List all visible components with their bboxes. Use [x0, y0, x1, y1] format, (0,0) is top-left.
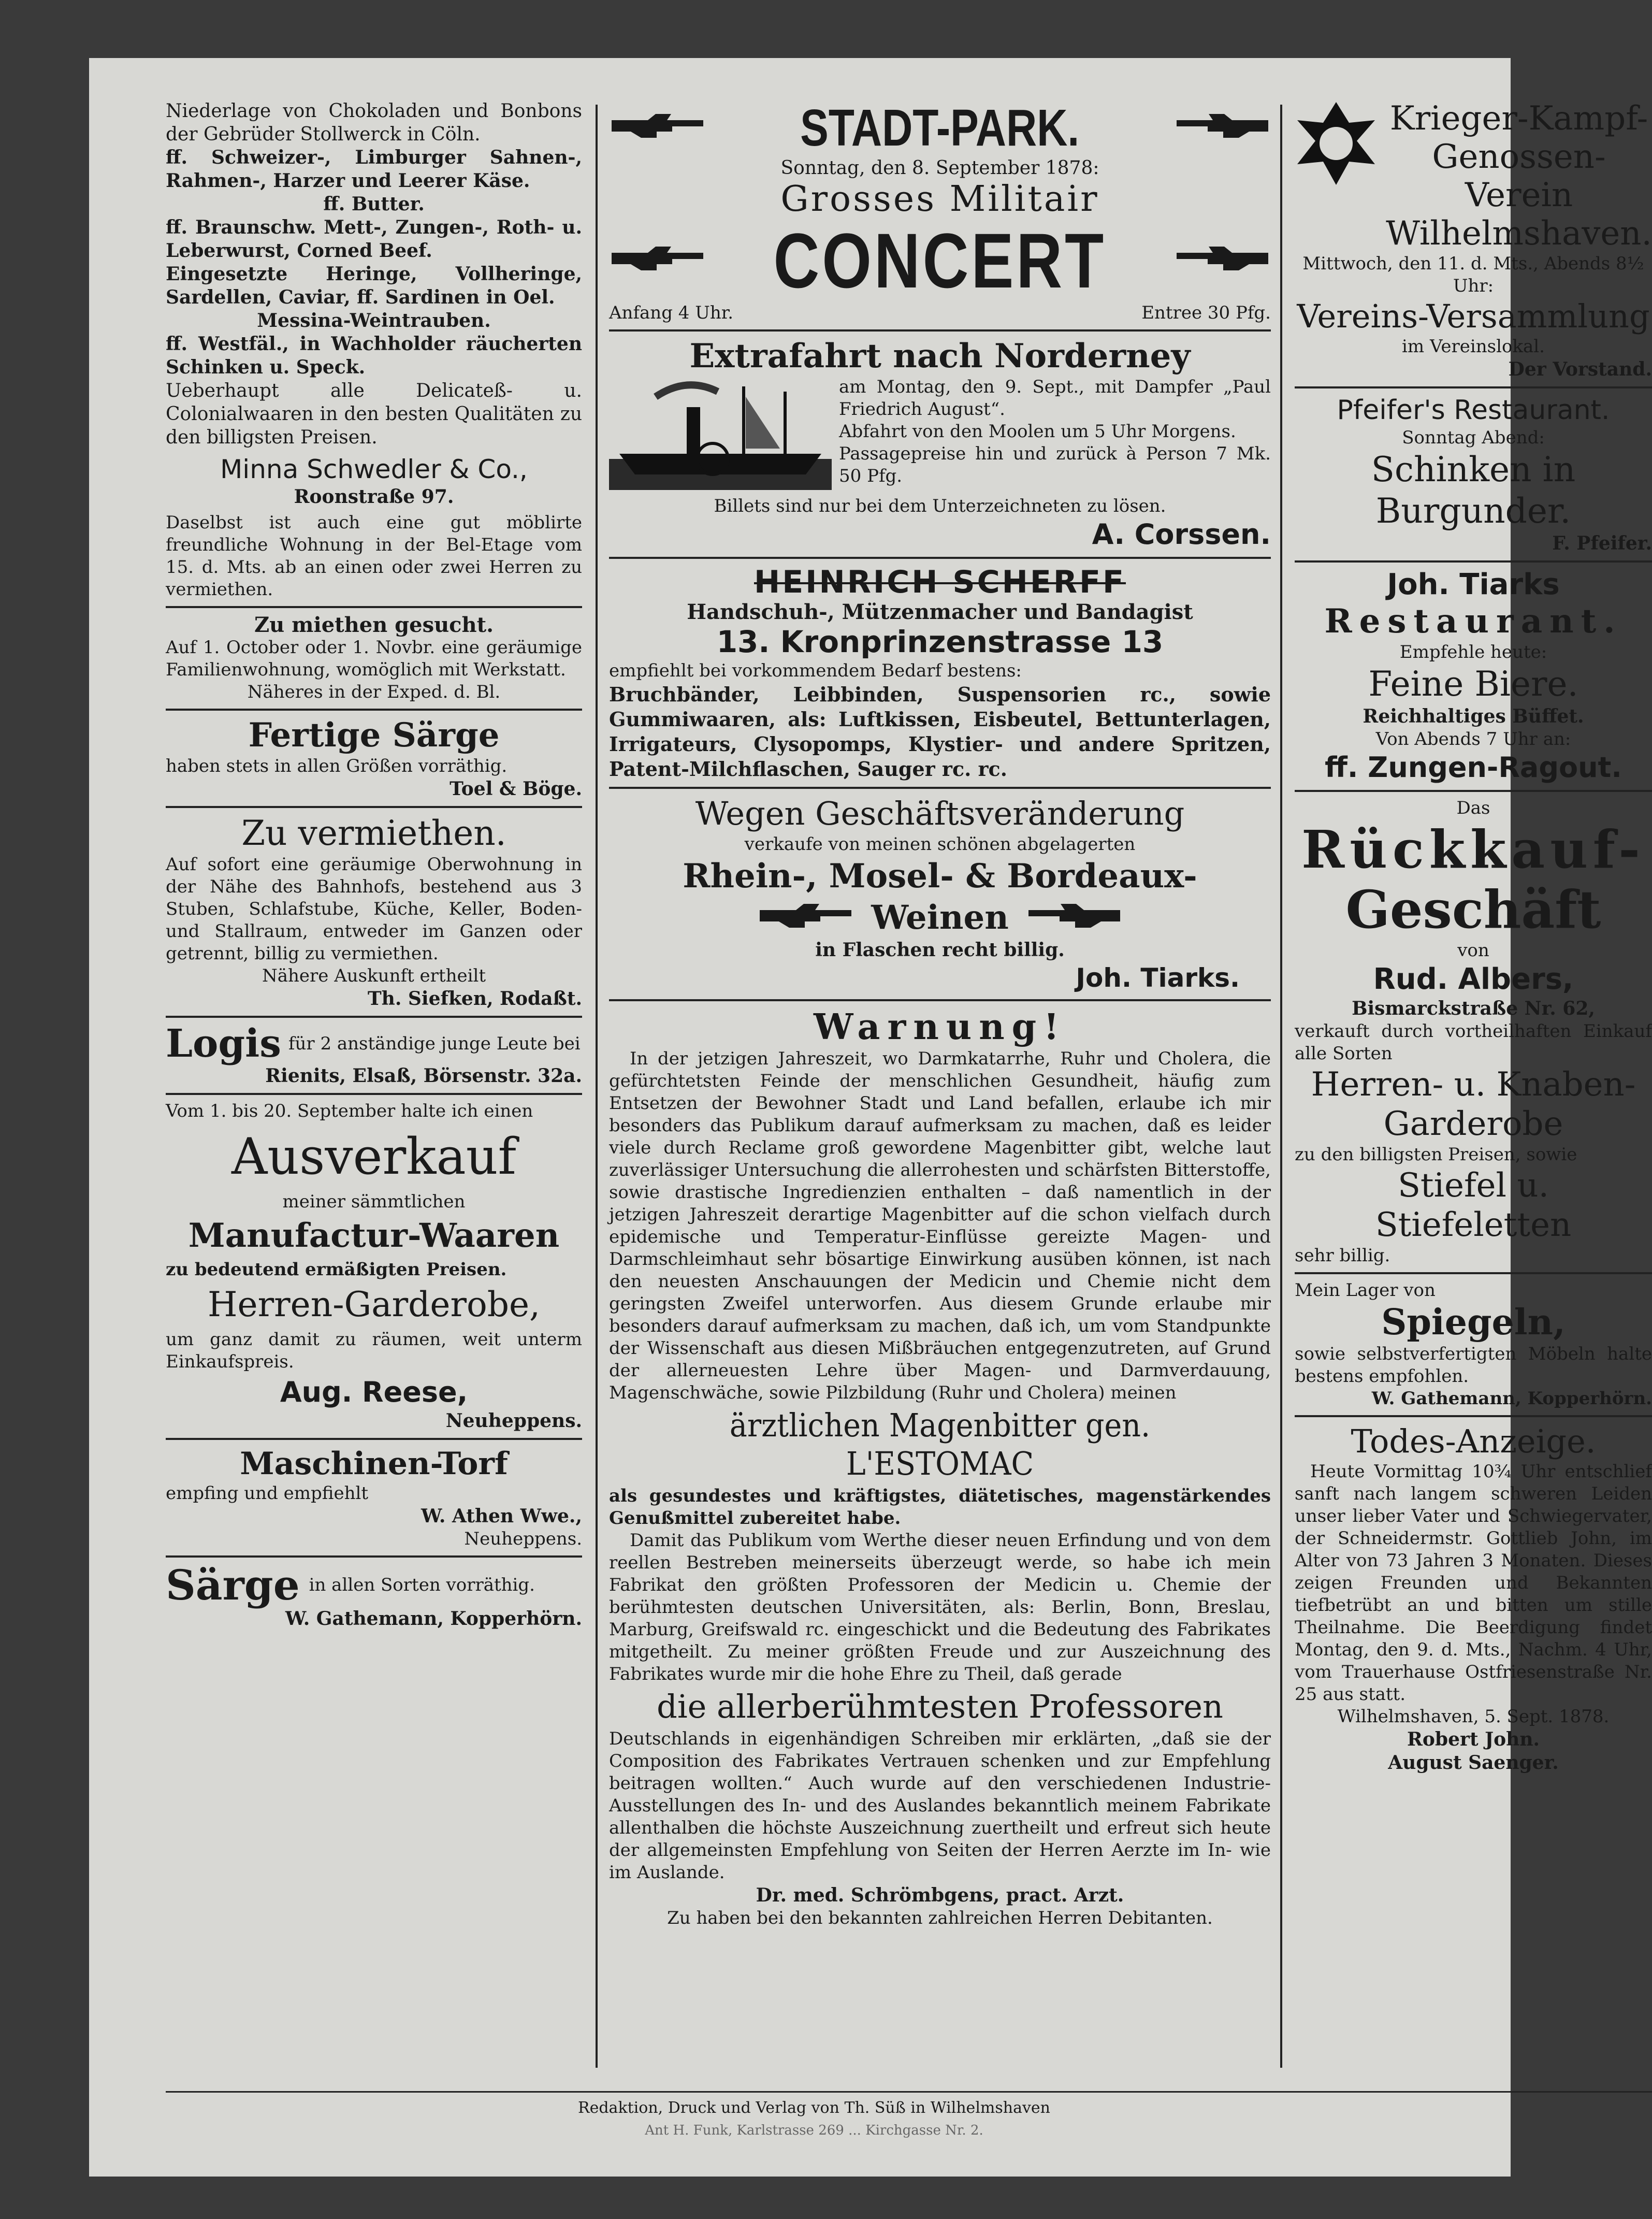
ad-headline: Warnung!	[813, 1006, 1067, 1048]
ad-signature: A. Corssen.	[1092, 518, 1271, 551]
divider	[609, 329, 1271, 332]
ad-text: Wilhelmshaven, 5. Sept. 1878.	[1337, 1706, 1610, 1727]
ad-text: zu bedeutend ermäßigten Preisen.	[166, 1259, 507, 1280]
ad-text: Von Abends 7 Uhr an:	[1375, 729, 1571, 750]
ad-headline: Feine Biere.	[1368, 664, 1578, 704]
ad-rueckkauf	[1295, 797, 1652, 1267]
ad-signature: Dr. med. Schrömbgens, pract. Arzt.	[756, 1884, 1124, 1906]
ad-text: in Flaschen recht billig.	[815, 939, 1065, 961]
ad-text: Mittwoch, den 11. d. Mts., Abends 8½ Uhr:	[1302, 253, 1644, 296]
pointing-hand-icon	[1024, 900, 1123, 936]
advertiser-address: Roonstraße 97.	[294, 486, 454, 508]
concert-main: CONCERT	[773, 217, 1107, 304]
ad-text: Das	[1456, 798, 1490, 818]
column-left	[166, 99, 582, 1631]
ad-text: Deutschlands in eigenhändigen Schreiben mir erklärten, „daß sie der Composition des Fabrikates Vertrauen schenken und zur Empfehlung beitragen wollten.“ Auch wurde auf den verschiedenen Industrie-Ausstellungen des In- und des Auslandes bekanntlich meinem Fabrikate allenthalben die höchste Auszeichnung zuertheilt und erfreut sich heute der allgemeinsten Empfehlung von Seiten der Herren Aerzte im In- wie im Auslande.	[609, 1728, 1271, 1883]
ad-text: Mein Lager von	[1295, 1280, 1436, 1301]
ad-miethen	[166, 613, 582, 703]
ad-text: Damit das Publikum vom Werthe dieser neuen Erfindung und von dem reellen Bestreben meinerseits überzeugt werde, so habe ich mein Fabrikat den größten Professoren der Medicin u. Chemie der berühmtesten deutschen Universitäten, als: Berlin, Bonn, Breslau, Marburg, Greifswald rc. eingeschickt und die Bedeutung des Fabrikates mitgetheilt. Zu meiner größten Freude und zur Auszeichnung des Fabrikates wurde mir die hohe Ehre zu Theil, daß gerade	[609, 1530, 1271, 1684]
divider	[166, 606, 582, 608]
ad-headline: Restaurant.	[1324, 602, 1622, 641]
ad-text: Heute Vormittag 10¾ Uhr entschlief sanft nach langem schweren Leiden unser lieber Vater und Schwiegervater, der Schneidermstr. Gottlieb John, im Alter von 73 Jahren 3 Monaten. Dieses zeigen Freunden und Bekannten tiefbetrübt an und bitten um stille Theilnahme. Die Beerdigung findet Montag, den 9. d. Mts., Nachm. 4 Uhr, vom Trauerhause Ostfriesenstraße Nr. 25 aus statt.	[1295, 1461, 1652, 1705]
ad-text: ff. Westfäl., in Wachholder räucherten Schinken u. Speck.	[166, 333, 582, 378]
divider	[1295, 1272, 1652, 1274]
ad-headline: Herren-Garderobe,	[207, 1285, 541, 1324]
advertiser-address: Bismarckstraße Nr. 62,	[1352, 998, 1595, 1019]
pointing-hand-icon	[609, 110, 707, 146]
ad-text: Handschuh-, Mützenmacher und Bandagist	[687, 600, 1193, 624]
pointing-hand-icon	[757, 900, 856, 936]
ad-pfeifer	[1295, 394, 1652, 555]
ad-text: ff. Braunschw. Mett-, Zungen-, Roth- u. Leberwurst, Corned Beef.	[166, 217, 582, 262]
ad-weine	[609, 794, 1271, 994]
ad-text: Ueberhaupt alle Delicateß- u. Colonialwaaren in den besten Qualitäten zu den billigsten Preisen.	[166, 380, 582, 448]
concert-start: Anfang 4 Uhr.	[609, 302, 734, 323]
ad-headline: Rhein-, Mosel- & Bordeaux-	[683, 857, 1197, 896]
column-middle	[609, 99, 1271, 1929]
pointing-hand-icon	[609, 242, 707, 279]
divider	[1295, 790, 1652, 792]
ad-torf	[166, 1445, 582, 1550]
ad-text: Empfehle heute:	[1399, 642, 1547, 662]
ad-text: sowie selbstverfertigten Möbeln halte bestens empfohlen.	[1295, 1344, 1652, 1387]
ad-spiegeln	[1295, 1279, 1652, 1410]
ad-krieger	[1295, 99, 1652, 381]
ad-text: Eingesetzte Heringe, Vollheringe, Sardellen, Caviar, ff. Sardinen in Oel.	[166, 263, 582, 308]
divider	[1295, 560, 1652, 563]
ad-signature: Robert John.	[1407, 1728, 1540, 1750]
ad-headline: Vereins-Versammlung	[1297, 297, 1650, 335]
divider	[166, 806, 582, 808]
divider	[609, 787, 1271, 789]
column-rule	[1280, 105, 1282, 2068]
ad-scherff	[609, 564, 1271, 782]
ad-signature: W. Gathemann, Kopperhörn.	[1371, 1388, 1652, 1409]
iron-cross-icon	[1295, 99, 1378, 188]
ad-text: Reichhaltiges Büffet.	[1363, 705, 1584, 727]
ad-text: Zu haben bei den bekannten zahlreichen Herren Debitanten.	[667, 1908, 1213, 1928]
ad-signature: August Saenger.	[1388, 1752, 1559, 1774]
divider	[166, 1093, 582, 1095]
ad-headline: Spiegeln,	[1381, 1302, 1566, 1343]
ad-signature: Rienits, Elsaß, Börsenstr. 32a.	[265, 1065, 582, 1087]
ad-text: Daselbst ist auch eine gut möblirte freundliche Wohnung in der Bel-Etage vom 15. d. Mts. ab an einen oder zwei Herren zu vermiethen.	[166, 512, 582, 600]
ad-text: Billets sind nur bei dem Unterzeichneten zu lösen.	[714, 496, 1166, 516]
divider	[166, 1555, 582, 1558]
ad-text: ff. Schweizer-, Limburger Sahnen-, Rahmen-, Harzer und Leerer Käse.	[166, 147, 582, 192]
ad-text: verkauft durch vortheilhaften Einkauf alle Sorten	[1295, 1021, 1652, 1064]
ad-text: empfing und empfiehlt	[166, 1483, 368, 1504]
divider	[1295, 1415, 1652, 1417]
ad-text: Sonntag Abend:	[1402, 427, 1545, 448]
ad-headline: Rückkauf-	[1301, 819, 1645, 880]
column-rule	[596, 105, 598, 2068]
advertiser-address: Neuheppens.	[445, 1410, 582, 1432]
steamship-icon	[609, 376, 832, 495]
advertiser-name: HEINRICH SCHERFF	[753, 564, 1126, 600]
ad-tiarks	[1295, 568, 1652, 785]
ad-text: Messina-Weintrauben.	[257, 310, 491, 332]
ad-text: Passagepreise hin und zurück à Person 7 Mk. 50 Pfg.	[839, 443, 1271, 486]
ad-text: am Montag, den 9. Sept., mit Dampfer „Paul Friedrich August“.	[839, 377, 1271, 420]
pointing-hand-icon	[1172, 242, 1271, 279]
ad-signature: F. Pfeifer.	[1552, 532, 1652, 554]
bleed-through-text: Ant H. Funk, Karlstrasse 269 ... Kirchgasse Nr. 2.	[645, 2123, 983, 2138]
ad-text: Niederlage von Chokoladen und Bonbons der Gebrüder Stollwerck in Cöln.	[166, 100, 582, 145]
ad-ausverkauf	[166, 1100, 582, 1433]
ad-text: im Vereinslokal.	[1402, 336, 1545, 357]
ad-todes-anzeige	[1295, 1422, 1652, 1775]
ad-headline: die allerberühmtesten Professoren	[657, 1688, 1223, 1725]
ad-text: sehr billig.	[1295, 1245, 1390, 1266]
concert-title: STADT-PARK.	[800, 99, 1080, 157]
ad-headline: ärztlichen Magenbitter gen. L'ESTOMAC	[729, 1406, 1151, 1482]
ad-text: als gesundestes und kräftigstes, diätetisches, magenstärkendes Genußmittel zubereitet habe.	[609, 1486, 1271, 1529]
advertiser-address: 13. Kronprinzenstrasse 13	[716, 624, 1164, 659]
concert-date: Sonntag, den 8. September 1878:	[780, 157, 1099, 179]
ad-text: Auf 1. October oder 1. Novbr. eine geräumige Familienwohnung, womöglich mit Werkstatt.	[166, 637, 582, 680]
advertiser-name: Joh. Tiarks	[1387, 568, 1560, 601]
ad-text: meiner sämmtlichen	[282, 1191, 466, 1212]
advertiser-name: W. Athen Wwe.,	[421, 1505, 582, 1527]
ad-text: von	[1457, 940, 1489, 961]
imprint: Redaktion, Druck und Verlag von Th. Süß in Wilhelmshaven	[578, 2099, 1050, 2117]
advertiser-name: Aug. Reese,	[280, 1376, 468, 1408]
ad-text: ff. Butter.	[323, 193, 425, 215]
ad-headline: Maschinen-Torf	[240, 1446, 508, 1482]
ad-headline: Manufactur-Waaren	[188, 1216, 560, 1255]
advertiser-name: Minna Schwedler & Co.,	[220, 454, 528, 484]
divider	[166, 1016, 582, 1018]
ad-headline: Extrafahrt nach Norderney	[689, 337, 1191, 376]
ad-signature: Joh. Tiarks.	[1076, 963, 1240, 993]
ad-headline: Zu miethen gesucht.	[254, 613, 494, 637]
ad-vermiethen	[166, 813, 582, 1011]
ad-signature: Der Vorstand.	[1508, 358, 1652, 380]
divider	[609, 557, 1271, 559]
divider	[1295, 386, 1652, 388]
divider	[166, 1438, 582, 1440]
ad-text: verkaufe von meinen schönen abgelagerten	[744, 834, 1136, 855]
ad-text: um ganz damit zu räumen, weit unterm Einkaufspreis.	[166, 1329, 582, 1372]
newspaper-page	[89, 58, 1652, 2177]
ad-warnung	[609, 1006, 1271, 1929]
ad-headline: Ausverkauf	[231, 1128, 517, 1186]
ad-headline: Pfeifer's Restaurant.	[1337, 395, 1610, 426]
ad-text: für 2 anständige junge Leute bei	[288, 1033, 581, 1054]
ad-text: empfiehlt bei vorkommendem Bedarf bestens:	[609, 660, 1022, 681]
ad-text: haben stets in allen Größen vorräthig.	[166, 756, 508, 776]
ad-headline: Todes-Anzeige.	[1351, 1422, 1596, 1460]
ad-headline: Schinken in Burgunder.	[1371, 450, 1576, 531]
ad-text: In der jetzigen Jahreszeit, wo Darmkatarrhe, Ruhr und Cholera, die gefürchtetsten Feinde der menschlichen Gesundheit, häufig zum Entsetzen der Bewohner Stadt und Land befallen, erlaube ich mir besonders das Publikum darauf aufmerksam zu machen, daß es leider viele durch Reclame groß gewordene Magenbitter gibt, welche laut zuverlässiger Untersuchung die allerrohesten und schärfsten Bitterstoffe, sowie drastische Ingredienzien enthalten – daß namentlich in der jetzigen Jahreszeit derartige Magenbitter auf die schon vielfach durch epidemische und Temperatur-Einflüsse gereizte Magen- und Darmschleimhaut sehr bösartige Einwirkung ausüben können, ist nach den neuesten Anschauungen der Medicin und Chemie nicht dem geringsten Zweifel unterworfen. Aus diesem Grunde erlaube mir besonders darauf aufmerksam zu machen, daß ich, um vom Standpunkte der Wissenschaft aus diesen Mißbräuchen entgegenzutreten, auf Grund der allerneuesten Lehre über Magen- und Darmverdauung, Magenschwäche, sowie Pilzbildung (Ruhr und Cholera) meinen	[609, 1048, 1271, 1403]
concert-entry: Entree 30 Pfg.	[1141, 302, 1271, 323]
ad-saerge-2	[166, 1563, 582, 1607]
ad-headline: Zu vermiethen.	[241, 813, 506, 853]
ad-text: zu den billigsten Preisen, sowie	[1295, 1144, 1577, 1165]
ad-headline: Särge	[166, 1561, 300, 1609]
column-right	[1295, 99, 1652, 1775]
ad-concert	[609, 99, 1271, 324]
advertiser-name: Rud. Albers,	[1373, 962, 1574, 996]
divider	[609, 999, 1271, 1001]
divider	[166, 709, 582, 711]
ad-text: Auf sofort eine geräumige Oberwohnung in der Nähe des Bahnhofs, bestehend aus 3 Stuben, Schlafstube, Küche, Keller, Boden- und Stallraum, entweder im Ganzen oder getrennt, billig zu vermiethen.	[166, 854, 582, 964]
ad-text: Nähere Auskunft ertheilt	[262, 966, 486, 986]
ad-headline: Herren- u. Knaben-Garderobe	[1311, 1065, 1636, 1143]
concert-subtitle: Grosses Militair	[780, 179, 1099, 220]
advertiser-address: Neuheppens.	[464, 1529, 582, 1549]
ad-signature: Toel & Böge.	[450, 778, 582, 800]
ad-norderney	[609, 337, 1271, 552]
ad-text: Näheres in der Exped. d. Bl.	[247, 682, 501, 702]
divider	[166, 2091, 1652, 2093]
ad-text: Abfahrt von den Moolen um 5 Uhr Morgens.	[839, 421, 1236, 442]
ad-headline: Logis	[166, 1021, 281, 1066]
ad-headline: Geschäft	[1345, 879, 1601, 940]
ad-headline: ff. Zungen-Ragout.	[1325, 751, 1622, 784]
ad-headline: Krieger-Kampf-Genossen-Verein Wilhelmshaven.	[1386, 99, 1652, 253]
ad-headline: Fertige Särge	[248, 716, 500, 755]
ad-headline: Wegen Geschäftsveränderung	[695, 795, 1185, 832]
ad-signature: W. Gathemann, Kopperhörn.	[285, 1608, 582, 1630]
ad-headline: Weinen	[871, 898, 1009, 937]
ad-text: in allen Sorten vorräthig.	[309, 1574, 535, 1595]
ad-logis	[166, 1023, 582, 1064]
ad-headline: Stiefel u. Stiefeletten	[1375, 1166, 1572, 1244]
ad-signature: Th. Siefken, Rodaßt.	[367, 988, 582, 1010]
ad-chokoladen	[166, 99, 582, 601]
ad-text: Vom 1. bis 20. September halte ich einen	[166, 1101, 533, 1121]
ad-saerge	[166, 716, 582, 801]
ad-text: Bruchbänder, Leibbinden, Suspensorien rc., sowie Gummiwaaren, als: Luftkissen, Eisbeutel, Bettunterlagen, Irrigateurs, Clysopomps, Klystier- und andere Spritzen, Patent-Milchflaschen, Sauger rc. rc.	[609, 683, 1271, 781]
pointing-hand-icon	[1172, 110, 1271, 146]
